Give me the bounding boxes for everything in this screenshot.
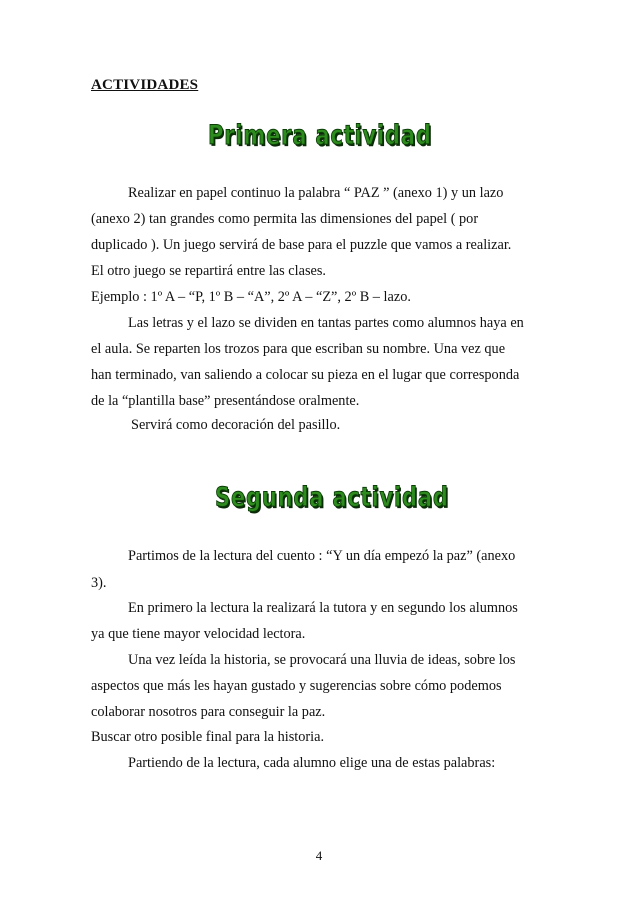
- paragraph-line: ya que tiene mayor velocidad lectora.: [91, 626, 306, 642]
- paragraph-line: de la “plantilla base” presentándose oralmente.: [91, 393, 360, 409]
- paragraph-line: Partimos de la lectura del cuento : “Y un día empezó la paz” (anexo: [128, 548, 516, 564]
- paragraph-line: colaborar nosotros para conseguir la paz.: [91, 704, 326, 720]
- section-title-primera: Primera actividad: [208, 120, 432, 151]
- document-heading: ACTIVIDADES: [91, 77, 199, 93]
- paragraph-line: En primero la lectura la realizará la tutora y en segundo los alumnos: [128, 600, 518, 616]
- paragraph-line: aspectos que más les hayan gustado y sugerencias sobre cómo podemos: [91, 678, 502, 694]
- paragraph-line: Buscar otro posible final para la historia.: [91, 729, 325, 745]
- paragraph-line: Ejemplo : 1º A – “P, 1º B – “A”, 2º A – “Z”, 2º B – lazo.: [91, 289, 411, 305]
- paragraph-line: el aula. Se reparten los trozos para que escriban su nombre. Una vez que: [91, 341, 506, 357]
- paragraph-line: Servirá como decoración del pasillo.: [131, 417, 341, 433]
- paragraph-line: (anexo 2) tan grandes como permita las dimensiones del papel ( por: [91, 211, 479, 227]
- paragraph-line: duplicado ). Un juego servirá de base para el puzzle que vamos a realizar.: [91, 237, 512, 253]
- paragraph-line: Las letras y el lazo se dividen en tantas partes como alumnos haya en: [128, 315, 524, 331]
- paragraph-line: El otro juego se repartirá entre las clases.: [91, 263, 327, 279]
- paragraph-line: Realizar en papel continuo la palabra “ PAZ ” (anexo 1) y un lazo: [128, 185, 504, 201]
- paragraph-line: Una vez leída la historia, se provocará una lluvia de ideas, sobre los: [128, 652, 516, 668]
- paragraph-line: han terminado, van saliendo a colocar su pieza en el lugar que corresponda: [91, 367, 520, 383]
- paragraph-line: 3).: [91, 575, 107, 591]
- page-number: 4: [315, 848, 323, 863]
- paragraph-line: Partiendo de la lectura, cada alumno elige una de estas palabras:: [128, 755, 496, 771]
- section-title-segunda: Segunda actividad: [215, 482, 449, 513]
